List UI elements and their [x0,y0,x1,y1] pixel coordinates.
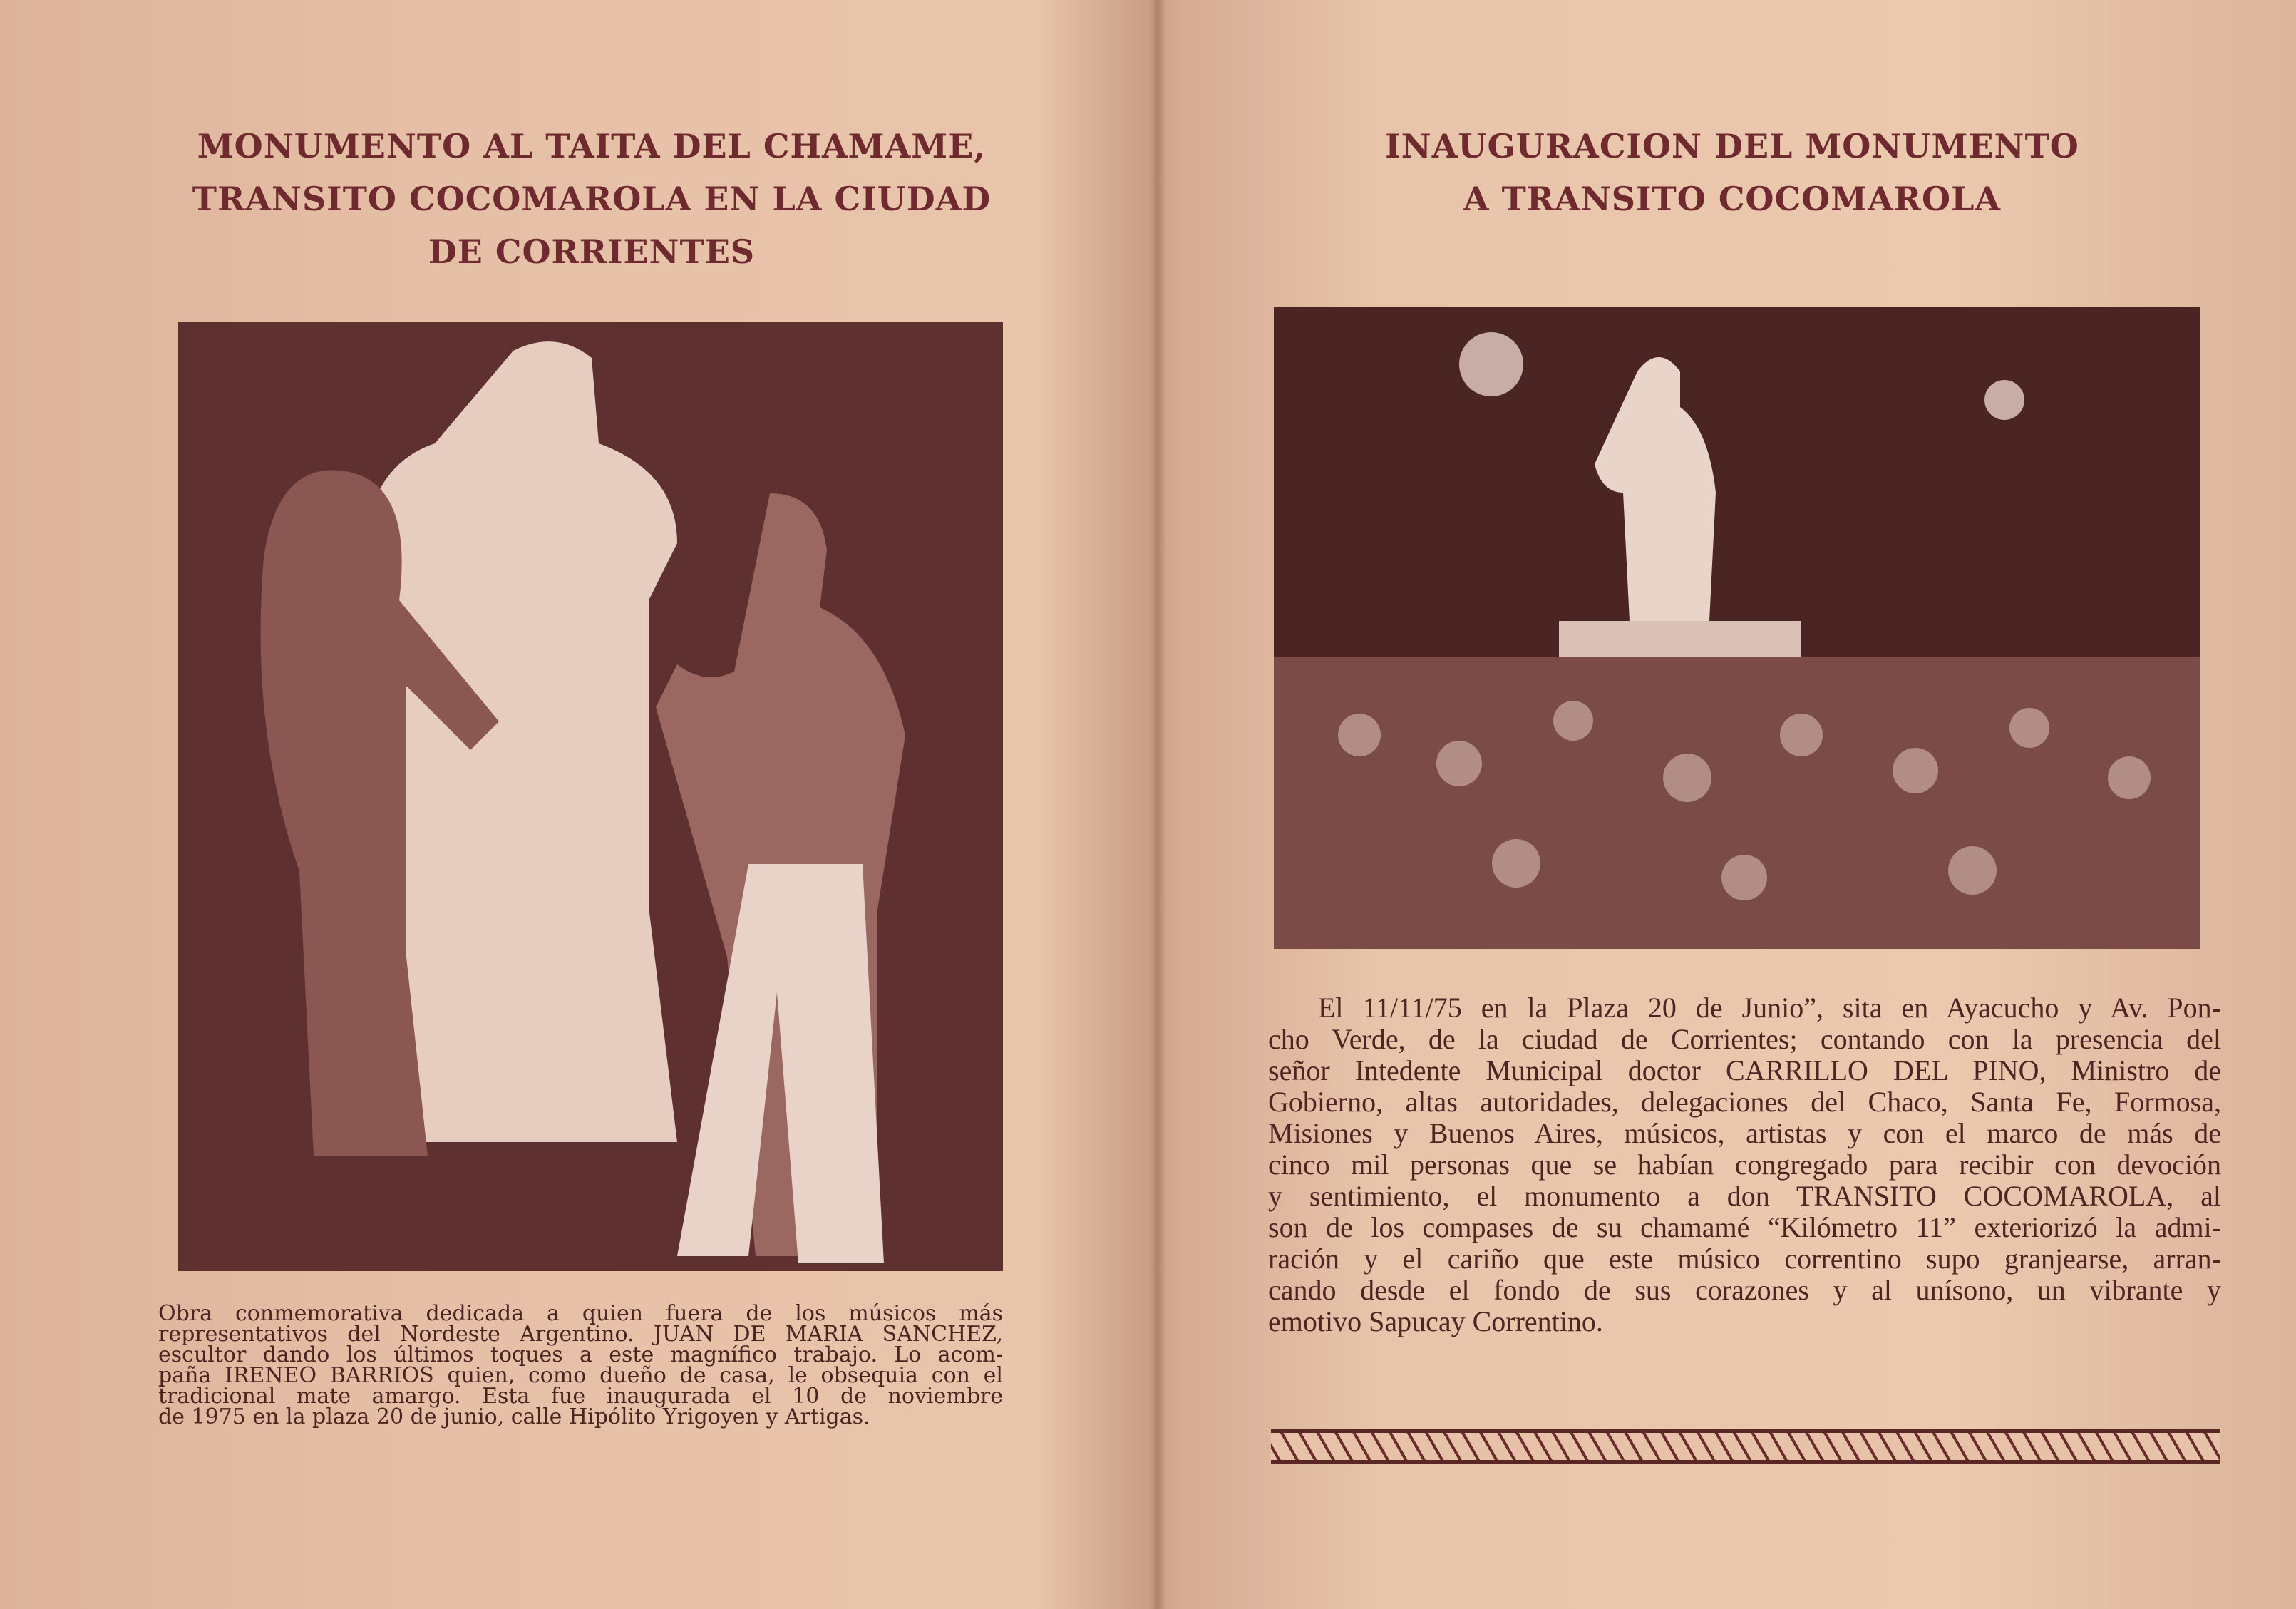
title-line: MONUMENTO AL TAITA DEL CHAMAME, [197,127,987,165]
body-line: cho Verde, de la ciudad de Corrientes; contando con la presencia del [1268,1023,2221,1055]
right-page-title [1326,120,2138,225]
body-line: ración y el cariño que este músico correntino supo granjearse, arran- [1268,1243,2221,1275]
caption-line: Obra conmemorativa dedicada a quien fuera de los músicos más [158,1301,1003,1326]
inauguration-photo [1274,307,2200,949]
body-line: son de los compases de su chamamé “Kilómetro 11” exteriorizó la admi- [1268,1211,2221,1243]
title-line: TRANSITO COCOMAROLA EN LA CIUDAD [192,180,992,218]
body-line: señor Intedente Municipal doctor CARRILLO DEL PINO, Ministro de [1268,1054,2221,1086]
sculptor-photo [178,322,1003,1271]
caption-line: escultor dando los últimos toques a este magnífico trabajo. Lo acom- [158,1342,1003,1367]
caption-line: tradicional mate amargo. Esta fue inaugurada el 10 de noviembre [158,1384,1003,1409]
body-line: cinco mil personas que se habían congregado para recibir con devoción [1268,1148,2221,1181]
decorative-border [1271,1429,2220,1464]
title-line: INAUGURACION DEL MONUMENTO [1385,127,2079,165]
body-line: El 11/11/75 en la Plaza 20 de Junio”, sita en Ayacucho y Av. Pon- [1318,992,2221,1024]
photo-caption [158,1303,1003,1427]
caption-line: de 1975 en la plaza 20 de junio, calle Hipólito Yrigoyen y Artigas. [158,1404,870,1429]
body-line: y sentimiento, el monumento a don TRANSITO COCOMAROLA, al [1268,1180,2221,1212]
caption-line: representativos del Nordeste Argentino. JUAN DE MARIA SANCHEZ, [158,1322,1003,1347]
caption-line: paña IRENEO BARRIOS quien, como dueño de casa, le obsequia con el [158,1363,1003,1388]
book-spine [1149,0,1166,1609]
title-line: DE CORRIENTES [428,232,756,271]
body-line: emotivo Sapucay Correntino. [1268,1305,1603,1337]
body-line: Gobierno, altas autoridades, delegaciones del Chaco, Santa Fe, Formosa, [1268,1086,2221,1118]
body-line: Misiones y Buenos Aires, músicos, artistas y con el marco de más de [1268,1117,2221,1149]
body-line: cando desde el fondo de sus corazones y al unísono, un vibrante y [1268,1274,2221,1306]
crowd [1274,657,2200,949]
title-line: A TRANSITO COCOMAROLA [1463,180,2002,218]
left-page-title [178,120,1005,278]
article-body [1268,992,2221,1337]
